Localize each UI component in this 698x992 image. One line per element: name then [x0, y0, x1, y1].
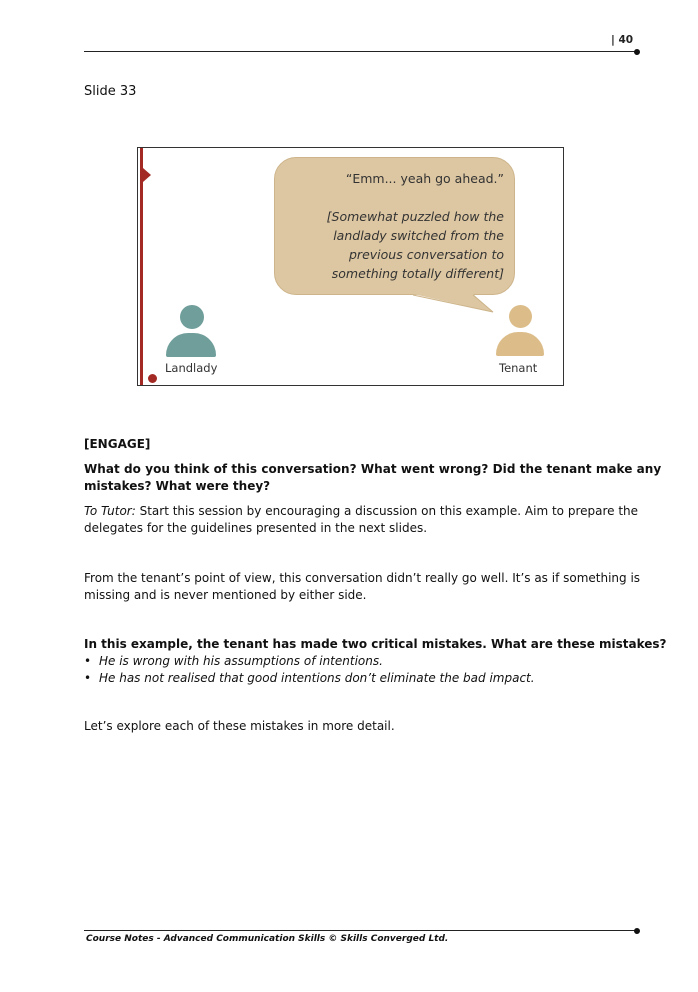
- bubble-quote: “Emm... yeah go ahead.”: [345, 171, 504, 186]
- header-rule: [84, 51, 637, 52]
- speech-bubble: [274, 157, 515, 295]
- bubble-note-line: landlady switched from the: [333, 228, 504, 243]
- bullet-mark: •: [84, 654, 92, 668]
- tutor-label: To Tutor:: [84, 504, 136, 518]
- pov-line: missing and is never mentioned by either side.: [84, 588, 367, 602]
- bullet-item: [84, 670, 535, 687]
- tenant-pov-paragraph: [84, 570, 641, 604]
- mistakes-question: In this example, the tenant has made two critical mistakes. What are these mistakes?: [84, 637, 667, 651]
- slide-image: [137, 147, 564, 386]
- slide-heading: Slide 33: [84, 84, 137, 99]
- header-rule-dot: [634, 49, 640, 55]
- bubble-note-line: previous conversation to: [349, 247, 504, 262]
- question-line: mistakes? What were they?: [84, 479, 271, 493]
- tutor-instructions: [84, 503, 639, 537]
- engage-heading: [ENGAGE]: [84, 437, 151, 451]
- slide-accent-arrow: [143, 168, 151, 182]
- bullet-text: He is wrong with his assumptions of intentions.: [99, 654, 383, 668]
- tenant-label: Tenant: [499, 361, 538, 375]
- slide-accent-dot: [148, 374, 157, 383]
- engage-question: [84, 461, 662, 495]
- bullet-mark: •: [84, 671, 92, 685]
- closing-paragraph: Let’s explore each of these mistakes in more detail.: [84, 719, 395, 733]
- footer-text: Course Notes - Advanced Communication Skills © Skills Converged Ltd.: [86, 934, 449, 944]
- bullet-item: [84, 653, 383, 670]
- landlady-label: Landlady: [165, 361, 218, 375]
- bullet-text: He has not realised that good intentions don’t eliminate the bad impact.: [99, 671, 535, 685]
- bubble-note-line: something totally different]: [331, 266, 504, 281]
- question-line: What do you think of this conversation? What went wrong? Did the tenant make any: [84, 462, 662, 476]
- speech-bubble-tail: [403, 294, 498, 314]
- tutor-line: Start this session by encouraging a discussion on this example. Aim to prepare the: [135, 504, 639, 518]
- footer-rule: [84, 930, 637, 931]
- pov-line: From the tenant’s point of view, this conversation didn’t really go well. It’s as if something is: [84, 571, 641, 585]
- page-number: | 40: [611, 34, 634, 46]
- footer-rule-dot: [634, 928, 640, 934]
- slide-accent-bar: [140, 148, 143, 385]
- bubble-note-line: [Somewhat puzzled how the: [326, 209, 504, 224]
- tutor-line: delegates for the guidelines presented in the next slides.: [84, 521, 428, 535]
